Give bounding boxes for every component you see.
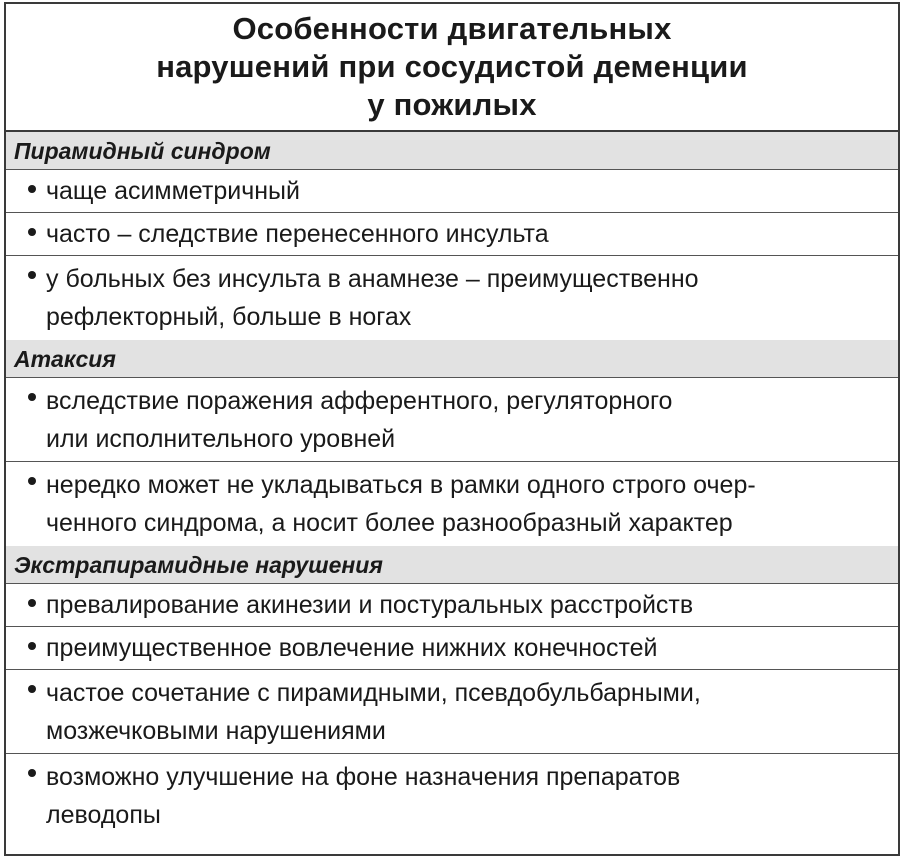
list-item	[6, 256, 898, 340]
item-text: вследствие поражения афферентного, регуляторного	[46, 387, 673, 415]
item-text: возможно улучшение на фоне назначения препаратов	[46, 763, 681, 791]
table-title	[6, 4, 898, 132]
list-item	[6, 378, 898, 462]
list-item	[6, 670, 898, 754]
item-text: чаще асимметричный	[46, 177, 300, 205]
section-extrapyramidal	[6, 546, 898, 838]
bullet-icon	[28, 271, 36, 279]
title-line-2: нарушений при сосудистой деменции	[156, 49, 748, 84]
item-text: частое сочетание с пирамидными, псевдобульбарными,	[46, 679, 701, 707]
item-text: у больных без инсульта в анамнезе – преимущественно	[46, 265, 699, 293]
bullet-icon	[28, 228, 36, 236]
section-pyramidal	[6, 132, 898, 340]
item-text: леводопы	[46, 801, 161, 829]
list-item	[6, 627, 898, 670]
title-line-1: Особенности двигательных	[232, 11, 672, 46]
list-item	[6, 213, 898, 256]
bullet-icon	[28, 477, 36, 485]
list-item	[6, 584, 898, 627]
bullet-icon	[28, 599, 36, 607]
item-text: рефлекторный, больше в ногах	[46, 303, 412, 331]
list-item	[6, 170, 898, 213]
item-text: превалирование акинезии и постуральных расстройств	[46, 591, 694, 619]
section-heading: Экстрапирамидные нарушения	[6, 546, 898, 584]
item-text: или исполнительного уровней	[46, 425, 396, 453]
section-ataxia	[6, 340, 898, 546]
item-text: нередко может не укладываться в рамки одного строго очер-	[46, 471, 756, 499]
title-line-3: у пожилых	[367, 87, 537, 122]
item-text: преимущественное вовлечение нижних конечностей	[46, 634, 658, 662]
item-text: ченного синдрома, а носит более разнообразный характер	[46, 509, 733, 537]
bullet-icon	[28, 393, 36, 401]
section-heading: Пирамидный синдром	[6, 132, 898, 170]
item-text: мозжечковыми нарушениями	[46, 717, 386, 745]
bullet-icon	[28, 685, 36, 693]
bullet-icon	[28, 185, 36, 193]
list-item	[6, 754, 898, 838]
item-text: часто – следствие перенесенного инсульта	[46, 220, 549, 248]
list-item	[6, 462, 898, 546]
bullet-icon	[28, 642, 36, 650]
features-table	[4, 2, 900, 856]
bullet-icon	[28, 769, 36, 777]
section-heading: Атаксия	[6, 340, 898, 378]
